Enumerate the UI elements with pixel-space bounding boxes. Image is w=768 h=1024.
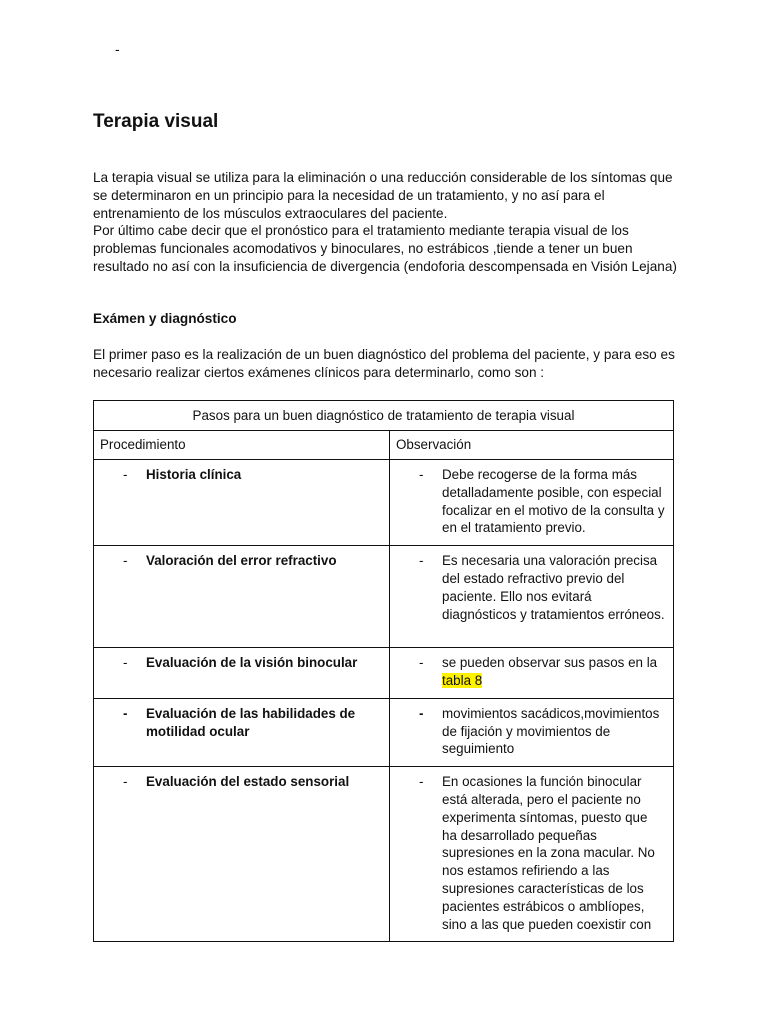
procedure-text: Valoración del error refractivo [146,553,337,569]
observation-cell [390,767,674,942]
observation-text: Es necesaria una valoración precisa del estado refractivo previo del paciente. Ello nos evitará diagnósticos y tratamientos erróneos. [442,553,665,622]
procedure-cell [94,648,390,699]
table-row [94,698,674,766]
bullet-dash: - [123,705,128,721]
procedure-text: Evaluación de la visión binocular [146,655,358,671]
bullet-dash: - [123,553,128,569]
bullet-dash: - [123,467,128,482]
observation-text: movimientos sacádicos,movimientos de fijación y movimientos de seguimiento [442,705,660,757]
top-dash: - [115,41,120,57]
header-observacion: Observación [390,431,674,460]
paragraph-1: La terapia visual se utiliza para la eliminación o una reducción considerable de los síntomas que se determinaron en un principio para la necesidad de un tratamiento, y no así para el entrenamiento de los músculos extraoculares del paciente. [93,170,673,221]
observation-text: Debe recogerse de la forma más detalladamente posible, con especial focalizar en el motivo de la consulta y en el tratamiento previo. [442,467,665,536]
bullet-dash: - [419,655,424,671]
procedure-text: Historia clínica [146,467,242,482]
observation-text-part: se pueden observar sus pasos en la [442,655,658,671]
bullet-dash: - [123,774,128,790]
procedure-cell [94,698,390,766]
diagnosis-steps-table [93,400,674,942]
observation-text [442,654,665,690]
table-row [94,767,674,942]
bullet-dash: - [419,467,424,482]
table-row [94,648,674,699]
procedure-cell [94,460,390,546]
table-header-row [94,431,674,460]
observation-cell [390,546,674,648]
observation-text: En ocasiones la función binocular está alterada, pero el paciente no experimenta síntomas, puesto que ha desarrollado pequeñas supresiones en la zona macular. No nos estamos refiriendo a las supresiones características de los pacientes estrábicos o amblíopes, sino a las que pueden coexistir con [442,774,655,932]
procedure-cell [94,546,390,648]
procedure-text: Evaluación del estado sensorial [146,774,350,790]
observation-cell [390,648,674,699]
bullet-dash: - [419,774,424,790]
table-8-reference-link[interactable]: tabla 8 [442,672,483,688]
bullet-dash: - [419,553,424,569]
procedure-text: Evaluación de las habilidades de motilidad ocular [146,705,356,739]
header-procedimiento: Procedimiento [94,431,390,460]
observation-cell [390,460,674,546]
paragraph-2: Por último cabe decir que el pronóstico para el tratamiento mediante terapia visual de los problemas funcionales acomodativos y binoculares, no estrábicos ,tiende a tener un buen resultado no así con la insuficiencia de divergencia (endoforia descompensada en Visión Lejana) [93,223,677,274]
table-row [94,460,674,546]
page-title: Terapia visual [93,111,219,132]
procedure-cell [94,767,390,942]
section-heading: Exámen y diagnóstico [93,311,237,326]
bullet-dash: - [419,705,424,721]
table-row [94,546,674,648]
table-caption-row [94,401,674,431]
intro-paragraph: El primer paso es la realización de un buen diagnóstico del problema del paciente, y para eso es necesario realizar ciertos exámenes clínicos para determinarlo, como son : [93,347,675,380]
bullet-dash: - [123,655,128,671]
table-caption: Pasos para un buen diagnóstico de tratamiento de terapia visual [94,401,674,431]
observation-cell [390,698,674,766]
